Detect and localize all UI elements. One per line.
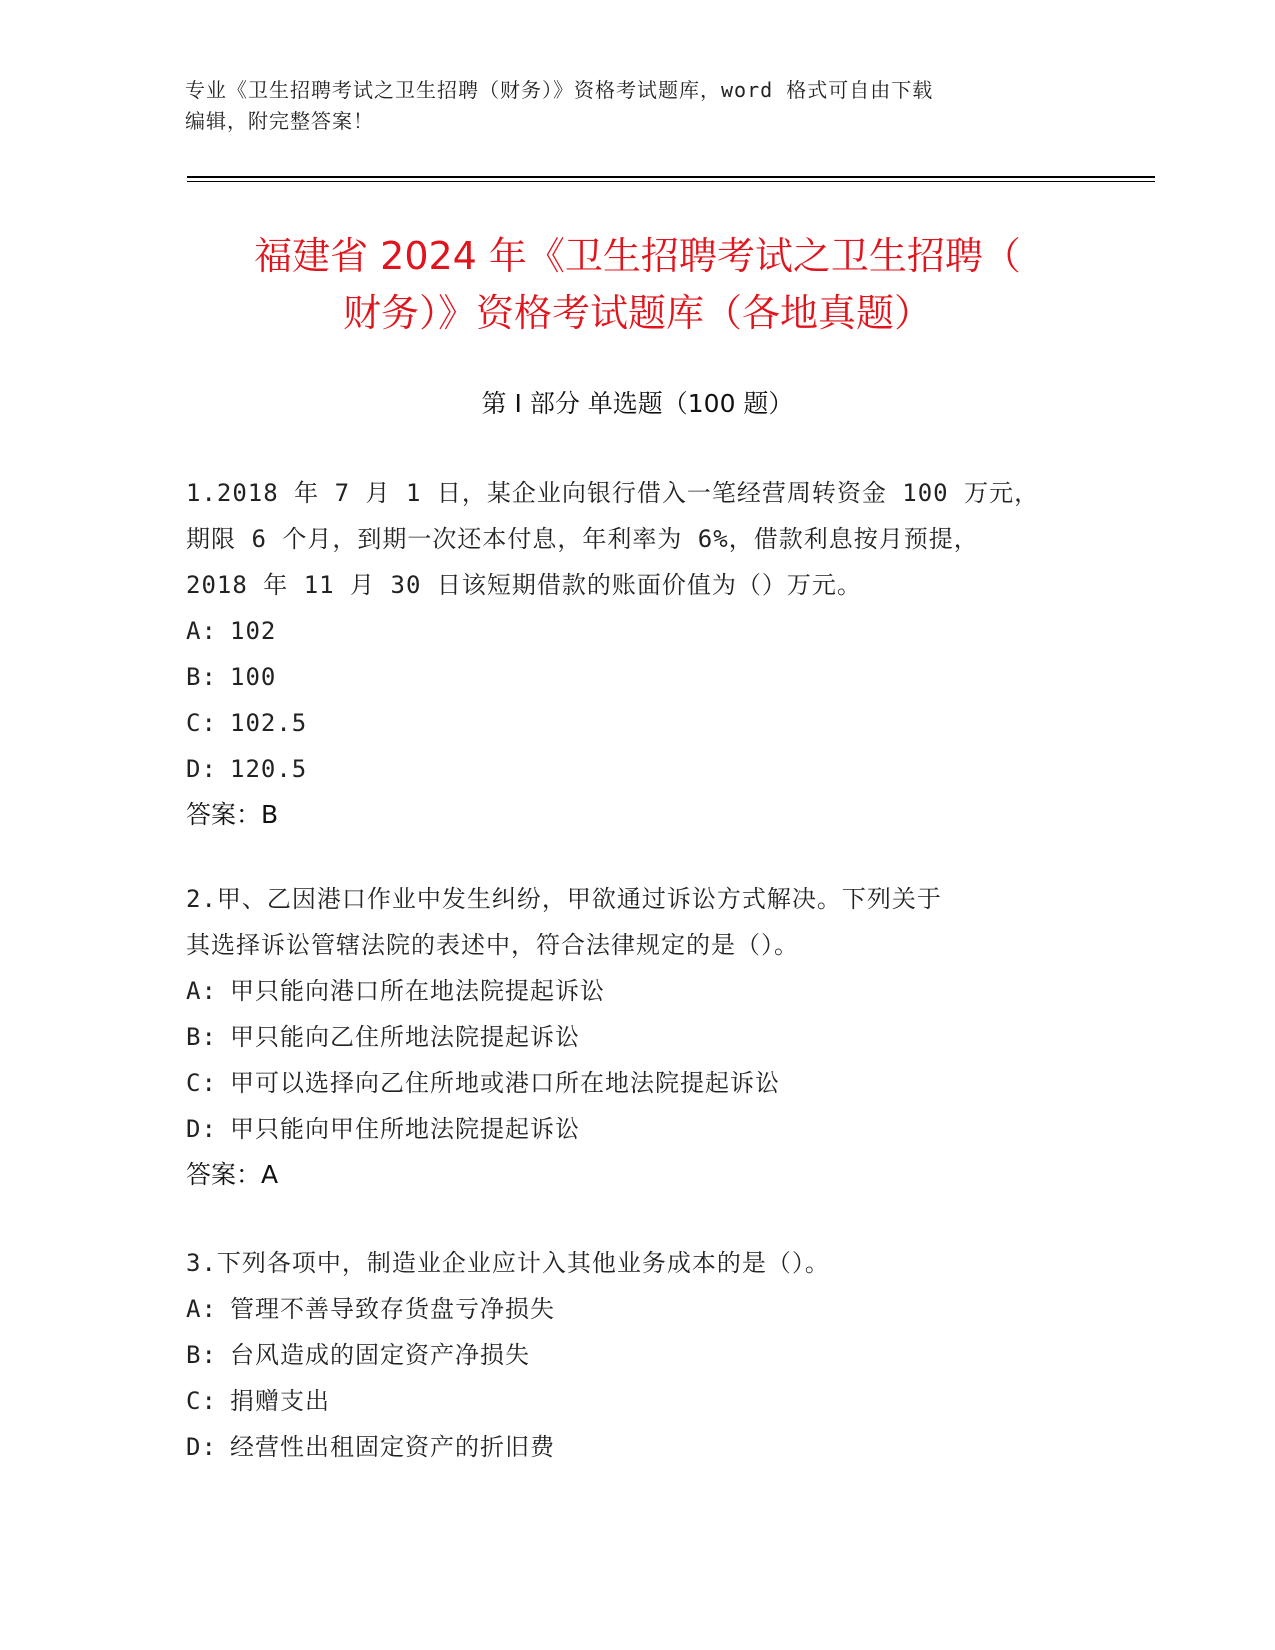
question-stem-line: 2.甲、乙因港口作业中发生纠纷，甲欲通过诉讼方式解决。下列关于: [186, 885, 942, 913]
option-text: 甲只能向乙住所地法院提起诉讼: [230, 1023, 580, 1051]
option-letter: B:: [186, 663, 217, 691]
question-stem-line: 其选择诉讼管辖法院的表述中，符合法律规定的是（）。: [186, 931, 799, 959]
option-a: [186, 1286, 1086, 1332]
option-letter: C:: [186, 1069, 217, 1097]
option-letter: D:: [186, 1433, 217, 1461]
question-stem-line: 1.2018 年 7 月 1 日，某企业向银行借入一笔经营周转资金 100 万元，: [186, 479, 1040, 507]
option-c: [186, 1060, 1086, 1106]
option-letter: B:: [186, 1341, 217, 1369]
option-text: 102.5: [230, 709, 308, 737]
option-a: [186, 608, 1086, 654]
option-letter: C:: [186, 709, 217, 737]
option-text: 甲只能向港口所在地法院提起诉讼: [230, 977, 605, 1005]
answer-label: 答案：B: [186, 800, 279, 829]
question-3: [186, 1240, 1086, 1470]
option-c: [186, 1378, 1086, 1424]
option-letter: B:: [186, 1023, 217, 1051]
option-text: 甲可以选择向乙住所地或港口所在地法院提起诉讼: [230, 1069, 780, 1097]
question-1: [186, 470, 1086, 838]
option-text: 台风造成的固定资产净损失: [230, 1341, 530, 1369]
option-d: [186, 1424, 1086, 1470]
option-letter: D:: [186, 755, 217, 783]
option-text: 100: [230, 663, 277, 691]
question-stem: [186, 1240, 1086, 1286]
option-text: 甲只能向甲住所地法院提起诉讼: [230, 1115, 580, 1143]
option-b: [186, 1332, 1086, 1378]
option-letter: C:: [186, 1387, 217, 1415]
header-divider-thin: [187, 181, 1155, 182]
option-text: 102: [230, 617, 277, 645]
option-b: [186, 1014, 1086, 1060]
header-note: [185, 75, 1085, 137]
option-c: [186, 700, 1086, 746]
header-divider-thick: [187, 176, 1155, 178]
section-heading: 第 I 部分 单选题（100 题）: [481, 389, 794, 418]
option-d: [186, 746, 1086, 792]
question-stem-line: 2018 年 11 月 30 日该短期借款的账面价值为（）万元。: [186, 571, 862, 599]
option-letter: A:: [186, 1295, 217, 1323]
question-stem: [186, 470, 1086, 608]
option-d: [186, 1106, 1086, 1152]
answer-label: 答案：A: [186, 1160, 279, 1189]
document-title-line-2: 财务）》资格考试题库（各地真题）: [342, 291, 932, 335]
document-title-line-1: 福建省 2024 年《卫生招聘考试之卫生招聘（: [254, 234, 1021, 278]
option-text: 捐赠支出: [230, 1387, 330, 1415]
option-text: 管理不善导致存货盘亏净损失: [230, 1295, 555, 1323]
document-title: [150, 228, 1125, 342]
question-stem-line: 期限 6 个月，到期一次还本付息，年利率为 6%，借款利息按月预提，: [186, 525, 979, 553]
header-note-line-1: 专业《卫生招聘考试之卫生招聘（财务）》资格考试题库，word 格式可自由下载: [185, 78, 934, 102]
option-text: 经营性出租固定资产的折旧费: [230, 1433, 555, 1461]
option-a: [186, 968, 1086, 1014]
option-letter: A:: [186, 977, 217, 1005]
question-2: [186, 876, 1086, 1198]
option-text: 120.5: [230, 755, 308, 783]
option-b: [186, 654, 1086, 700]
question-stem-line: 3.下列各项中，制造业企业应计入其他业务成本的是（）。: [186, 1249, 830, 1277]
question-stem: [186, 876, 1086, 968]
header-note-line-2: 编辑，附完整答案！: [185, 109, 374, 133]
option-letter: A:: [186, 617, 217, 645]
option-letter: D:: [186, 1115, 217, 1143]
